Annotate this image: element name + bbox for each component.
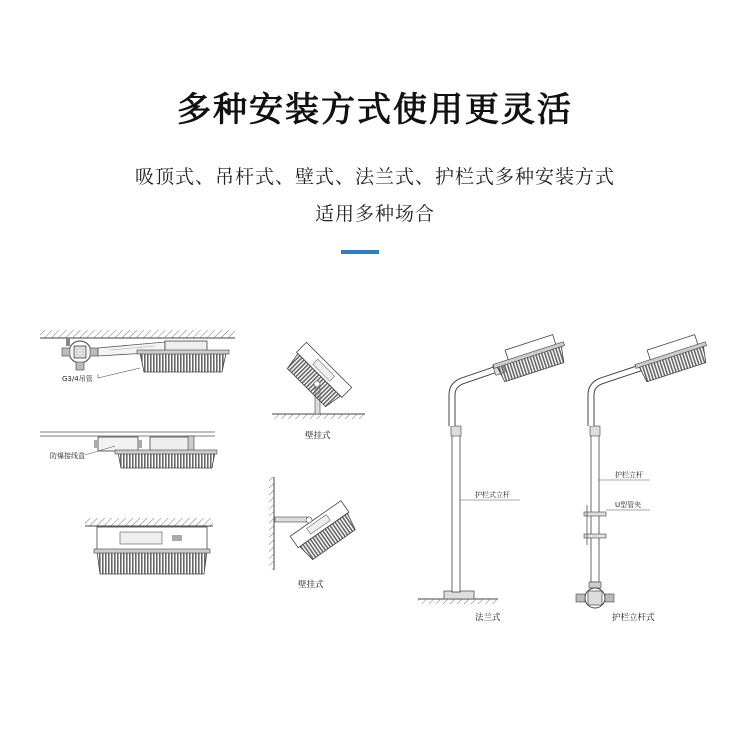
page-title: 多种安装方式使用更灵活 — [177, 90, 573, 130]
wall-mount-diagram-1 — [272, 342, 365, 441]
guardrail-pole-diagram — [576, 332, 712, 623]
junction-box-mount-diagram — [40, 432, 217, 468]
guardrail-caption: 护栏立杆式 — [612, 613, 655, 623]
ceiling-box-mount-diagram — [85, 518, 213, 574]
ceiling-pipe-mount-diagram — [40, 330, 235, 383]
flange-pole-label: 护栏式立杆 — [475, 491, 510, 499]
flange-caption: 法兰式 — [475, 613, 501, 623]
u-clamp-label: U型管夹 — [615, 501, 642, 509]
subtitle-line-1: 吸顶式、吊杆式、壁式、法兰式、护栏式多种安装方式 — [134, 166, 615, 188]
guardrail-pole-label: 护栏立杆 — [615, 471, 643, 479]
wall-mount-diagram-2 — [269, 477, 359, 590]
pipe-label: G3/4吊管 — [62, 375, 93, 383]
wall-mount-caption-1: 壁挂式 — [305, 431, 331, 441]
flange-pole-diagram — [418, 332, 570, 623]
wall-mount-caption-2: 壁挂式 — [298, 580, 324, 590]
subtitle-line-2: 适用多种场合 — [314, 203, 435, 225]
junction-box-label: 防爆接线盒 — [50, 452, 85, 460]
